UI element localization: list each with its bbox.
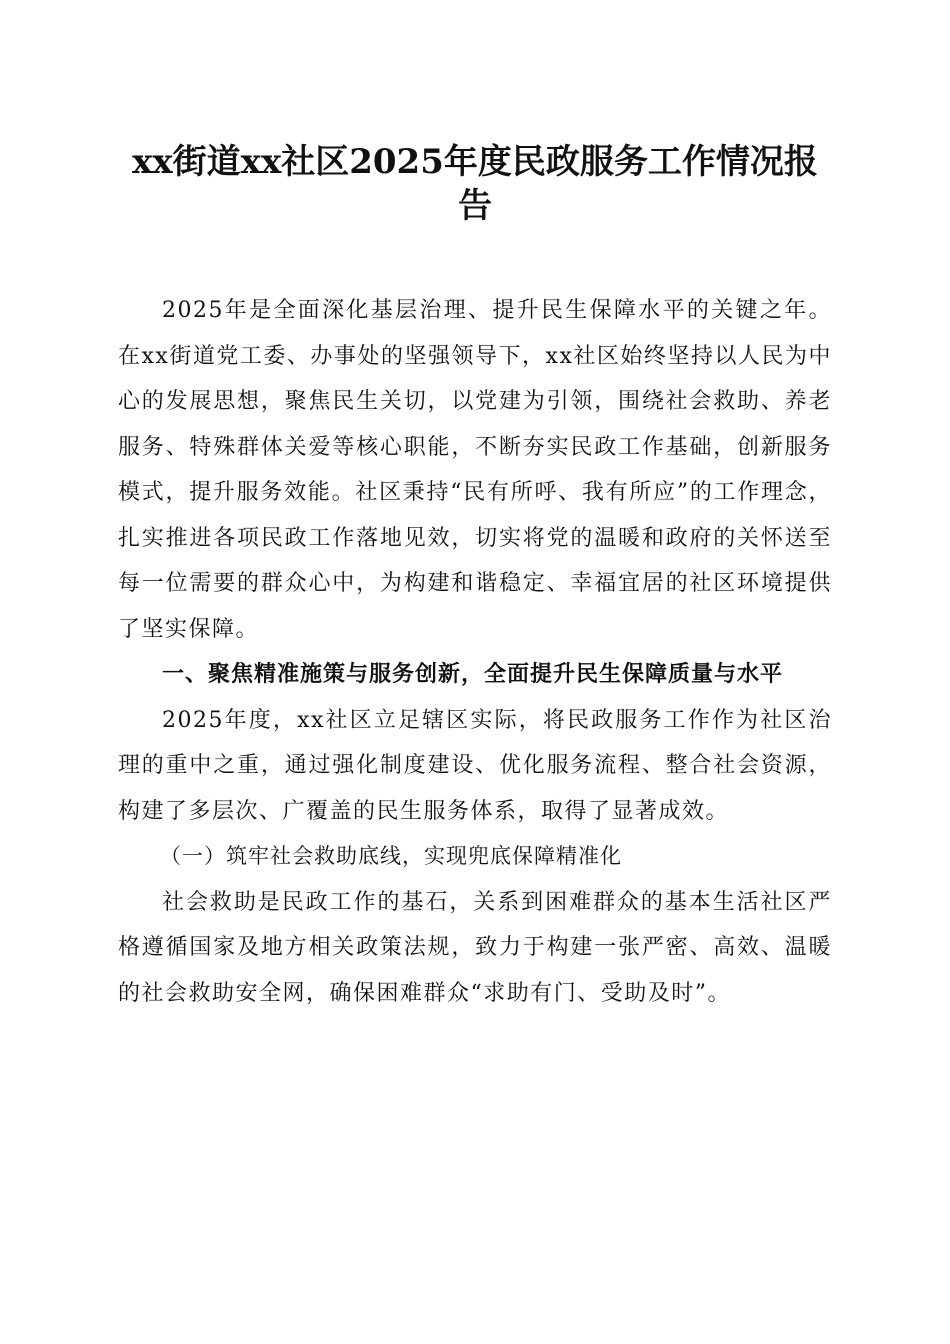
document-page <box>118 140 832 1016</box>
section-1-heading: 一、聚焦精准施策与服务创新，全面提升民生保障质量与水平 <box>162 662 784 687</box>
section-1-paragraph: 2025年度，xx社区立足辖区实际，将民政服务工作作为社区治理的重中之重，通过强化制度建设、优化服务流程、整合社会资源，构建了多层次、广覆盖的民生服务体系，取得了显著成效。 <box>118 707 832 824</box>
subsection-1-paragraph: 社会救助是民政工作的基石，关系到困难群众的基本生活社区严格遵循国家及地方相关政策法规，致力于构建一张严密、高效、温暖的社会救助安全网，确保困难群众“求助有门、受助及时”。 <box>118 889 832 1006</box>
subsection-1-heading: （一）筑牢社会救助底线，实现兜底保障精准化 <box>160 844 622 868</box>
intro-paragraph: 2025年是全面深化基层治理、提升民生保障水平的关键之年。在xx街道党工委、办事处的坚强领导下，xx社区始终坚持以人民为中心的发展思想，聚焦民生关切，以党建为引领，围绕社会救助、养老服务、特殊群体关爱等核心职能，不断夯实民政工作基础，创新服务模式，提升服务效能。社区秉持“民有所呼、我有所应”的工作理念，扎实推进各项民政工作落地见效，切实将党的温暖和政府的关怀送至每一位需要的群众心中，为构建和谐稳定、幸福宜居的社区环境提供了坚实保障。 <box>118 298 832 642</box>
document-title: xx街道xx社区2025年度民政服务工作情况报告 <box>132 142 818 226</box>
